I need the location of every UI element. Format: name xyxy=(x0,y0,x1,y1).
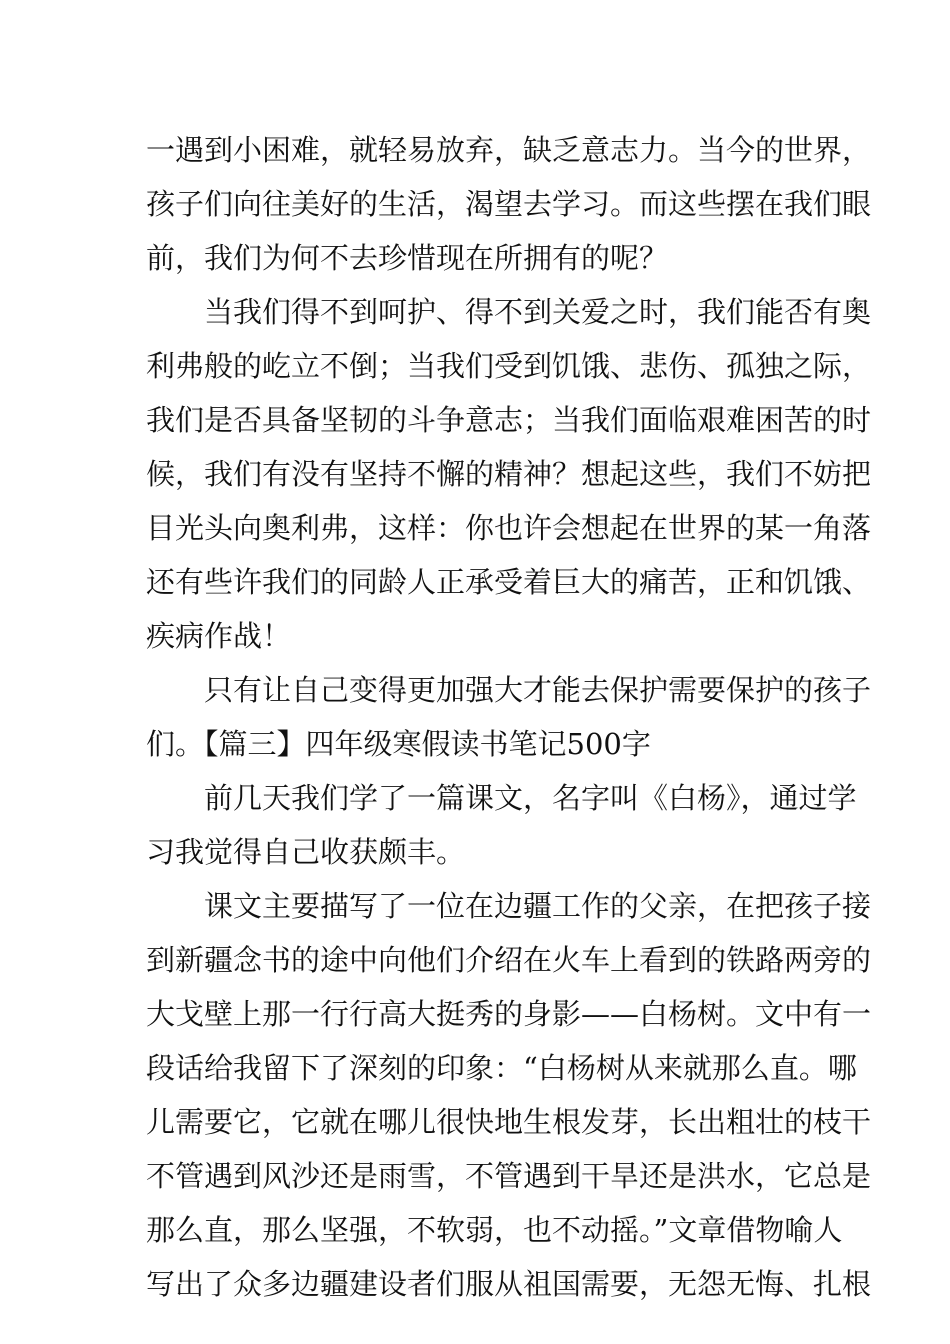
text-line: 还有些许我们的同龄人正承受着巨大的痛苦，正和饥饿、 xyxy=(146,565,872,599)
text-line: 利弗般的屹立不倒；当我们受到饥饿、悲伤、孤独之际， xyxy=(146,349,872,383)
text-line: 那么直，那么坚强，不软弱，也不动摇。”文章借物喻人 xyxy=(146,1213,843,1247)
text-line: 写出了众多边疆建设者们服从祖国需要，无怨无悔、扎根 xyxy=(146,1267,872,1301)
body-text xyxy=(146,123,872,1311)
text-line: 儿需要它，它就在哪儿很快地生根发芽，长出粗壮的枝干 xyxy=(146,1105,872,1139)
text-line: 不管遇到风沙还是雨雪，不管遇到干旱还是洪水，它总是 xyxy=(146,1159,872,1193)
text-line: 当我们得不到呵护、得不到关爱之时，我们能否有奥 xyxy=(204,295,872,329)
text-line: 我们是否具备坚韧的斗争意志；当我们面临艰难困苦的时 xyxy=(146,403,872,437)
text-line: 前几天我们学了一篇课文，名字叫《白杨》，通过学 xyxy=(204,781,857,815)
text-line: 大戈壁上那一行行高大挺秀的身影——白杨树。文中有一 xyxy=(146,997,872,1031)
text-line: 段话给我留下了深刻的印象：“白杨树从来就那么直。哪 xyxy=(146,1051,857,1085)
text-line: 疾病作战！ xyxy=(146,619,292,653)
text-line: 目光头向奥利弗，这样：你也许会想起在世界的某一角落 xyxy=(146,511,872,545)
text-line: 孩子们向往美好的生活，渴望去学习。而这些摆在我们眼 xyxy=(146,187,872,221)
section-heading-line: 们。【篇三】四年级寒假读书笔记500字 xyxy=(146,727,651,761)
text-line: 候，我们有没有坚持不懈的精神？想起这些，我们不妨把 xyxy=(146,457,872,491)
text-line: 只有让自己变得更加强大才能去保护需要保护的孩子 xyxy=(204,673,872,707)
text-line: 课文主要描写了一位在边疆工作的父亲，在把孩子接 xyxy=(204,889,872,923)
text-line: 前，我们为何不去珍惜现在所拥有的呢？ xyxy=(146,241,669,275)
text-line: 习我觉得自己收获颇丰。 xyxy=(146,835,466,869)
text-line: 一遇到小困难，就轻易放弃，缺乏意志力。当今的世界， xyxy=(146,133,872,167)
text-line: 到新疆念书的途中向他们介绍在火车上看到的铁路两旁的 xyxy=(146,943,872,977)
